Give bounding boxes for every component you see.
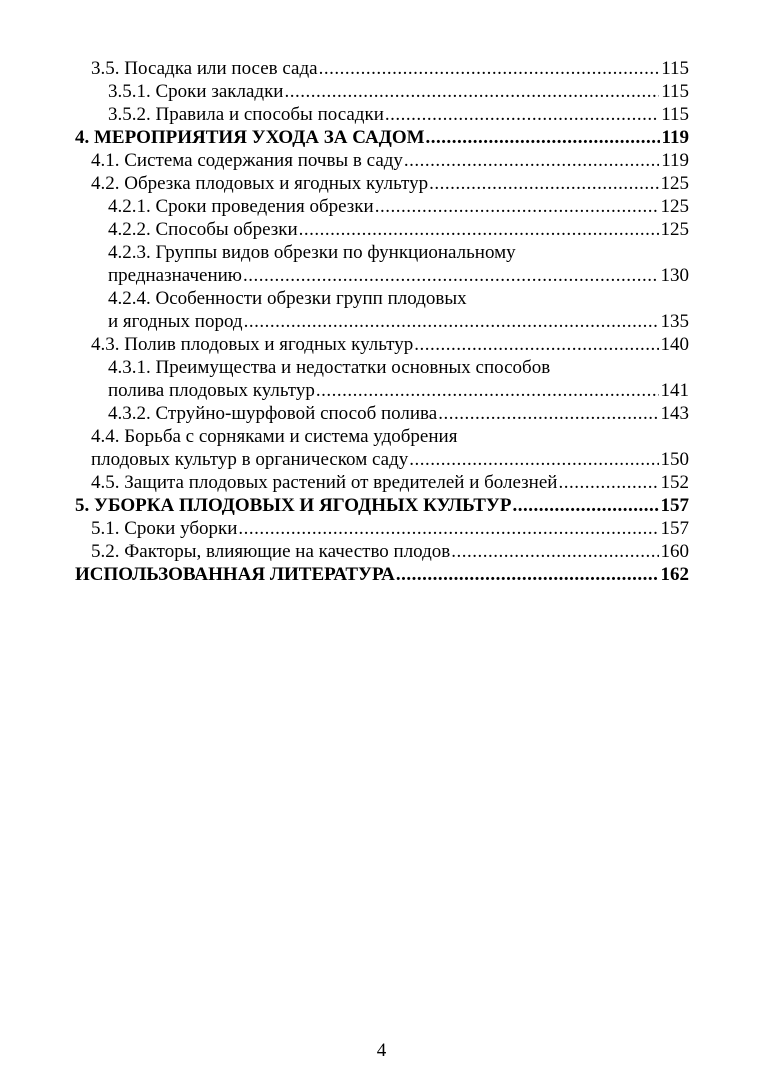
toc-entry [0, 425, 763, 471]
dot-leader [426, 126, 660, 149]
toc-entry-line [0, 517, 689, 540]
toc-entry-title: и ягодных пород [108, 311, 243, 332]
toc-entry-line [0, 310, 689, 333]
toc-entry-title: 4.2.2. Способы обрезки [108, 219, 298, 240]
dot-leader [244, 310, 659, 333]
toc-entry [0, 218, 763, 241]
page-number: 4 [376, 1040, 387, 1061]
dot-leader [396, 563, 659, 586]
dot-leader [319, 57, 660, 80]
toc-page-number: 125 [660, 219, 689, 240]
toc-entry [0, 333, 763, 356]
dot-leader [238, 517, 658, 540]
dot-leader [385, 103, 659, 126]
toc-page-number: 140 [660, 334, 689, 355]
toc-entry [0, 57, 763, 80]
toc-page-number: 125 [660, 196, 689, 217]
toc-entry [0, 540, 763, 563]
toc-entry-title: 4.2.1. Сроки проведения обрезки [108, 196, 374, 217]
dot-leader [404, 149, 659, 172]
toc-entry-line [0, 80, 689, 103]
toc-entry-line [0, 172, 689, 195]
toc-page-number: 157 [660, 495, 689, 516]
dot-leader [558, 471, 658, 494]
dot-leader [438, 402, 658, 425]
toc-entry [0, 126, 763, 149]
dot-leader [243, 264, 659, 287]
toc-entry [0, 195, 763, 218]
toc-page-number: 162 [660, 564, 689, 585]
toc-entry-line [0, 103, 689, 126]
toc-entry-title: 4.2. Обрезка плодовых и ягодных культур [91, 173, 429, 194]
dot-leader [429, 172, 658, 195]
toc-entry-line [0, 471, 689, 494]
toc-entry-line [0, 402, 689, 425]
toc-entry-line [0, 195, 689, 218]
toc-page-number: 143 [660, 403, 689, 424]
toc-entry-line [0, 448, 689, 471]
toc-entry [0, 80, 763, 103]
toc-entry-title: плодовых культур в органическом саду [91, 449, 409, 470]
dot-leader [451, 540, 658, 563]
toc-entry-line [0, 356, 763, 379]
toc-page-number: 157 [660, 518, 689, 539]
toc-entry-title: 3.5.2. Правила и способы посадки [108, 104, 384, 125]
toc-entry [0, 103, 763, 126]
toc-entry-title: 5.2. Факторы, влияющие на качество плодов [91, 541, 451, 562]
toc-entry-title: 4.1. Система содержания почвы в саду [91, 150, 403, 171]
toc-entry-line [0, 333, 689, 356]
toc-entry-line [0, 57, 689, 80]
toc-entry-line [0, 425, 763, 448]
toc-entry-line [0, 563, 689, 586]
toc-entry-title: 3.5.1. Сроки закладки [108, 81, 284, 102]
toc-entry-line [0, 149, 689, 172]
toc-entry-title: 4.2.3. Группы видов обрезки по функциональному [108, 242, 516, 263]
toc-page-number: 115 [661, 104, 689, 125]
toc-entry-line [0, 241, 763, 264]
toc-entry-title: 5. УБОРКА ПЛОДОВЫХ И ЯГОДНЫХ КУЛЬТУР [75, 495, 512, 516]
dot-leader [316, 379, 659, 402]
toc-entry-title: 4.3.2. Струйно-шурфовой способ полива [108, 403, 438, 424]
toc-entry-line [0, 494, 689, 517]
toc-entry [0, 172, 763, 195]
toc-entry-title: 4.5. Защита плодовых растений от вредителей и болезней [91, 472, 558, 493]
toc-entry [0, 241, 763, 287]
toc-page-number: 119 [661, 150, 689, 171]
toc-entry-title: 4.3.1. Преимущества и недостатки основных способов [108, 357, 551, 378]
toc-page-number: 135 [660, 311, 689, 332]
toc-entry-title: 4. МЕРОПРИЯТИЯ УХОДА ЗА САДОМ [75, 127, 425, 148]
dot-leader [375, 195, 659, 218]
toc-entry-line [0, 218, 689, 241]
toc-entry-title: предназначению [108, 265, 242, 286]
toc-entry [0, 356, 763, 402]
table-of-contents [0, 57, 763, 586]
toc-entry [0, 494, 763, 517]
toc-page-number: 141 [660, 380, 689, 401]
toc-entry [0, 402, 763, 425]
dot-leader [512, 494, 658, 517]
toc-entry-line [0, 264, 689, 287]
toc-entry [0, 471, 763, 494]
toc-page-number: 160 [660, 541, 689, 562]
toc-page-number: 115 [661, 81, 689, 102]
toc-entry-title: 4.4. Борьба с сорняками и система удобрения [91, 426, 458, 447]
toc-entry [0, 149, 763, 172]
toc-page-number: 150 [660, 449, 689, 470]
toc-entry-line [0, 126, 689, 149]
toc-page-number: 119 [661, 127, 689, 148]
toc-entry [0, 287, 763, 333]
toc-entry-title: 4.2.4. Особенности обрезки групп плодовых [108, 288, 467, 309]
toc-entry-title: 3.5. Посадка или посев сада [91, 58, 318, 79]
toc-page-number: 130 [660, 265, 689, 286]
toc-entry-title: 5.1. Сроки уборки [91, 518, 238, 539]
toc-entry-line [0, 287, 763, 310]
toc-entry-title: 4.3. Полив плодовых и ягодных культур [91, 334, 414, 355]
toc-entry [0, 517, 763, 540]
toc-entry-line [0, 540, 689, 563]
toc-entry-title: ИСПОЛЬЗОВАННАЯ ЛИТЕРАТУРА [75, 564, 395, 585]
toc-entry-line [0, 379, 689, 402]
dot-leader [284, 80, 659, 103]
dot-leader [414, 333, 658, 356]
toc-page-number: 115 [661, 58, 689, 79]
toc-page-number: 152 [660, 472, 689, 493]
dot-leader [299, 218, 659, 241]
toc-entry-title: полива плодовых культур [108, 380, 315, 401]
dot-leader [409, 448, 658, 471]
toc-entry [0, 563, 763, 586]
toc-page-number: 125 [660, 173, 689, 194]
